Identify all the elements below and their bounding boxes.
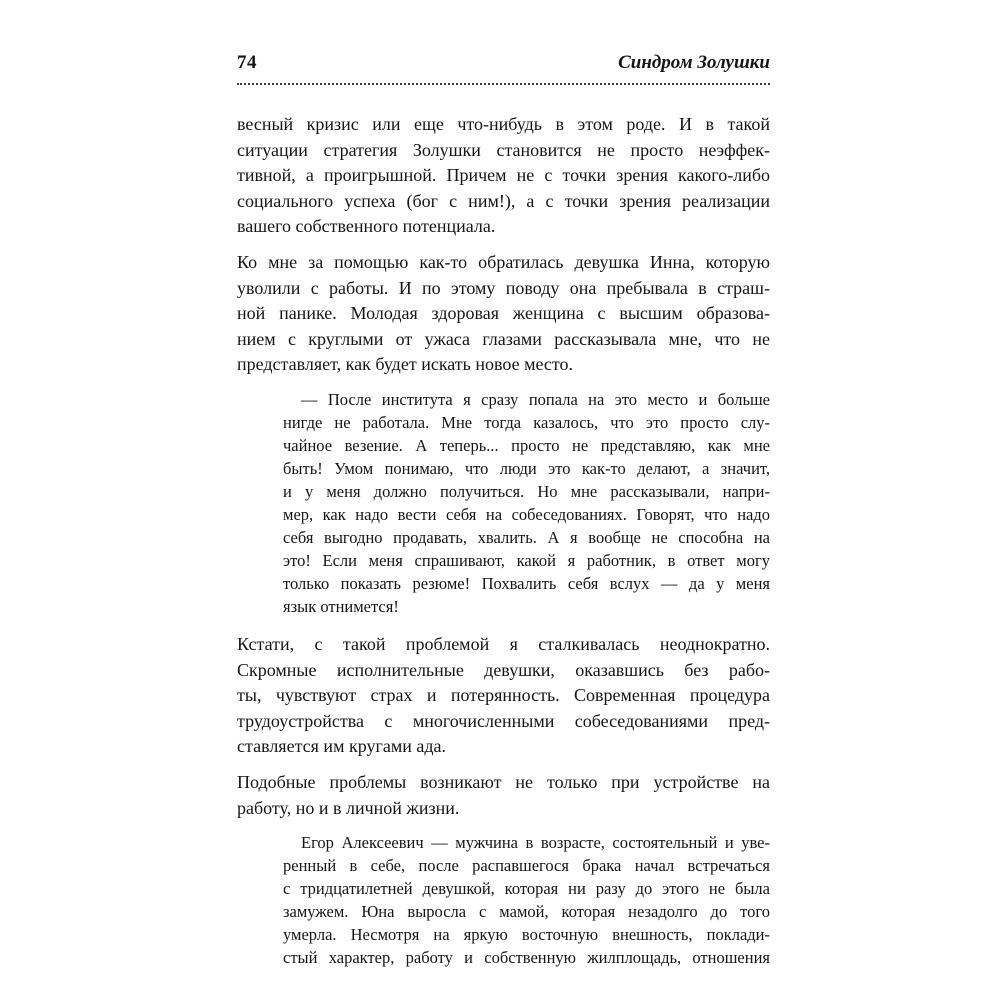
- text-line: весный кризис или еще что-нибудь в этом роде. И в такой: [237, 114, 770, 134]
- page-content: [237, 112, 770, 983]
- text-line: мер, как надо вести себя на собеседованиях. Говорят, что надо: [283, 504, 770, 524]
- paragraph: [237, 112, 770, 240]
- quote-block: [283, 831, 770, 969]
- text-line: ситуации стратегия Золушки становится не просто неэффек-: [237, 139, 770, 160]
- text-line: Кстати, с такой проблемой я сталкивалась неоднократно.: [237, 633, 770, 654]
- text-line: умерла. Несмотря на яркую восточную внешность, поклади-: [283, 925, 770, 945]
- text-line: Скромные исполнительные девушки, оказавшись без рабо-: [237, 659, 770, 680]
- text-line: чайное везение. А теперь... просто не представляю, как мне: [283, 435, 770, 455]
- page-number: 74: [237, 52, 257, 73]
- text-line: это! Если меня спрашивают, какой я работник, в ответ могу: [283, 550, 770, 570]
- paragraph: [237, 770, 770, 821]
- text-line: тивной, а проигрышной. Причем не с точки зрения какого-либо: [237, 165, 770, 186]
- text-line: представляет, как будет искать новое место.: [237, 354, 574, 375]
- text-line: трудоустройства с многочисленными собеседованиями пред-: [237, 710, 770, 731]
- text-line: быть! Умом понимаю, что люди это как-то делают, а значит,: [283, 458, 770, 478]
- text-line: ставляется им кругами ада.: [237, 736, 446, 757]
- text-line: язык отнимется!: [283, 596, 399, 616]
- text-line: ной панике. Молодая здоровая женщина с высшим образова-: [237, 303, 770, 324]
- text-line: себя выгодно продавать, хвалить. А я вообще не способна на: [283, 527, 770, 547]
- text-line: — После института я сразу попала на это место и больше: [301, 389, 770, 409]
- text-line: только показать резюме! Похвалить себя вслух — да у меня: [283, 573, 770, 593]
- text-line: уволили с работы. И по этому поводу она пребывала в страш-: [237, 277, 770, 298]
- text-line: работу, но и в личной жизни.: [237, 797, 460, 818]
- text-line: Егор Алексеевич — мужчина в возрасте, состоятельный и уве-: [301, 833, 770, 853]
- text-line: стый характер, работу и собственную жилплощадь, отношения: [283, 948, 770, 968]
- text-line: и у меня должно получиться. Но мне рассказывали, напри-: [283, 481, 770, 501]
- text-line: ренный в себе, после распавшегося брака начал встречаться: [283, 856, 770, 876]
- text-line: замужем. Юна выросла с мамой, которая незадолго до того: [283, 902, 770, 922]
- text-line: вашего собственного потенциала.: [237, 216, 496, 237]
- text-line: социального успеха (бог с ним!), а с точки зрения реализации: [237, 190, 770, 211]
- text-line: нием с круглыми от ужаса глазами рассказывала мне, что не: [237, 328, 770, 349]
- text-line: с тридцатилетней девушкой, которая ни разу до этого не была: [283, 879, 770, 899]
- text-line: нигде не работала. Мне тогда казалось, что это просто слу-: [283, 412, 770, 432]
- page-header: [237, 52, 770, 85]
- paragraph: [237, 632, 770, 760]
- quote-block: [283, 388, 770, 618]
- text-line: Подобные проблемы возникают не только при устройстве на: [237, 771, 770, 792]
- text-line: ты, чувствуют страх и потерянность. Современная процедура: [237, 685, 770, 706]
- running-title: Синдром Золушки: [618, 52, 770, 73]
- text-line: Ко мне за помощью как-то обратилась девушка Инна, которую: [237, 251, 770, 272]
- paragraph: [237, 250, 770, 378]
